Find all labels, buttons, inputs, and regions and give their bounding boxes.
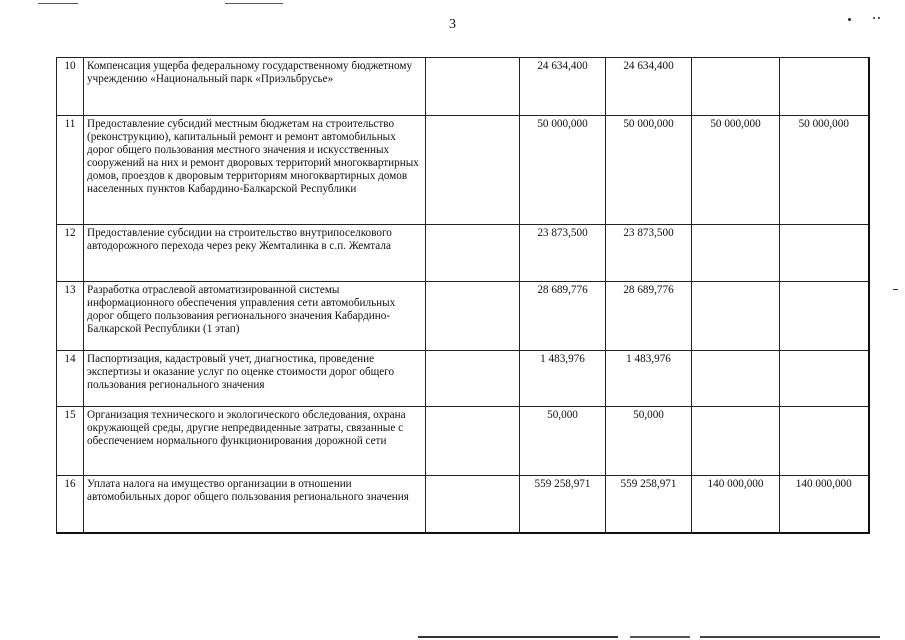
empty-cell [426,351,520,407]
scan-rule-bottom [418,636,618,638]
value-cell-2: 24 634,400 [606,58,692,116]
value-cell-2: 559 258,971 [606,476,692,533]
row-number: 14 [57,351,84,407]
value-cell-1: 1 483,976 [520,351,606,407]
row-number: 16 [57,476,84,533]
row-name: Предоставление субсидий местным бюджетам на строительство (реконструкцию), капитальный ремонт и ремонт автомобильных дорог общего пользования местного значения и искусственных сооружений на них и ремонт дворовых территорий многоквартирных домов, проездов к дворовым территориям многоквартирных домов населенных пунктов Кабардино-Балкарской Республики [84,116,426,225]
scan-mark-top-left [38,3,78,4]
value-cell-3 [692,351,780,407]
empty-cell [426,58,520,116]
value-cell-2: 50 000,000 [606,116,692,225]
value-cell-3: 50 000,000 [692,116,780,225]
scan-rule-bottom-2 [630,636,690,638]
scan-dot-top-right-3 [878,17,880,19]
row-name: Компенсация ущерба федеральному государственному бюджетному учреждению «Национальный парк «Приэльбрусье» [84,58,426,116]
row-number: 12 [57,225,84,282]
value-cell-4 [780,351,869,407]
row-name: Предоставление субсидии на строительство внутрипоселкового автодорожного перехода через реку Жемталинка в с.п. Жемтала [84,225,426,282]
value-cell-2: 1 483,976 [606,351,692,407]
empty-cell [426,407,520,476]
value-cell-4: 140 000,000 [780,476,869,533]
value-cell-3: 140 000,000 [692,476,780,533]
value-cell-1: 28 689,776 [520,282,606,351]
empty-cell [426,476,520,533]
value-cell-3 [692,407,780,476]
table-row [57,351,869,407]
empty-cell [426,225,520,282]
row-name: Организация технического и экологического обследования, охрана окружающей среды, другие непредвиденные затраты, связанные с обеспечением нормального функционирования дорожной сети [84,407,426,476]
value-cell-2: 28 689,776 [606,282,692,351]
table-row [57,407,869,476]
empty-cell [426,282,520,351]
value-cell-1: 23 873,500 [520,225,606,282]
value-cell-3 [692,58,780,116]
row-number: 10 [57,58,84,116]
scan-mark-right [893,289,898,290]
table-row [57,225,869,282]
row-number: 15 [57,407,84,476]
empty-cell [426,116,520,225]
scan-dot-top-right-2 [873,17,875,19]
table-row [57,476,869,533]
value-cell-4 [780,225,869,282]
value-cell-3 [692,282,780,351]
value-cell-3 [692,225,780,282]
value-cell-2: 23 873,500 [606,225,692,282]
scan-rule-bottom-3 [700,636,880,638]
value-cell-2: 50,000 [606,407,692,476]
table-row [57,58,869,116]
scan-mark-top-center [225,3,283,4]
value-cell-1: 50 000,000 [520,116,606,225]
scan-dot-top-right [848,18,851,21]
value-cell-4: 50 000,000 [780,116,869,225]
value-cell-1: 24 634,400 [520,58,606,116]
row-number: 13 [57,282,84,351]
row-number: 11 [57,116,84,225]
table-row [57,282,869,351]
page-number: 3 [449,17,456,32]
row-name: Уплата налога на имущество организации в отношении автомобильных дорог общего пользования регионального значения [84,476,426,533]
budget-table [56,57,870,534]
row-name: Паспортизация, кадастровый учет, диагностика, проведение экспертизы и оказание услуг по оценке стоимости дорог общего пользования регионального значения [84,351,426,407]
row-name: Разработка отраслевой автоматизированной системы информационного обеспечения управления сети автомобильных дорог общего пользования регионального значения Кабардино-Балкарской Республики (1 этап) [84,282,426,351]
value-cell-1: 50,000 [520,407,606,476]
table-row [57,116,869,225]
value-cell-4 [780,282,869,351]
value-cell-1: 559 258,971 [520,476,606,533]
value-cell-4 [780,407,869,476]
value-cell-4 [780,58,869,116]
